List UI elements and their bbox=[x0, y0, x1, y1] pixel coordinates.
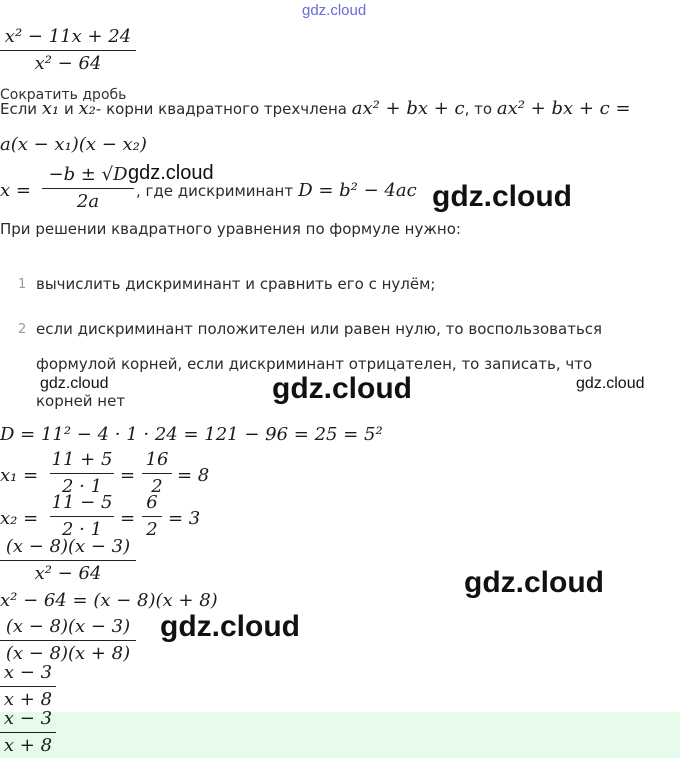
x2-denominator: 2 · 1 bbox=[61, 519, 103, 541]
frac3-numerator: x − 3 bbox=[3, 662, 53, 683]
frac1-denominator: x² − 64 bbox=[34, 563, 102, 585]
x1-numerator: 11 + 5 bbox=[51, 449, 113, 470]
list-number-2: 2 bbox=[18, 322, 27, 337]
difference-of-squares: x² − 64 = (x − 8)(x + 8) bbox=[0, 590, 218, 611]
frac2-numerator: (x − 8)(x − 3) bbox=[5, 616, 131, 637]
watermark-center: gdz.cloud bbox=[272, 372, 412, 405]
watermark-inline: gdz.cloud bbox=[128, 162, 214, 184]
x2-lhs: x₂ = bbox=[0, 508, 39, 529]
x1-equals: = bbox=[120, 465, 136, 486]
list-item-2-line1: если дискриминант положителен или равен нулю, то воспользоваться bbox=[36, 320, 603, 338]
x2-fraction bbox=[50, 492, 114, 541]
task-denominator: x² − 64 bbox=[34, 53, 102, 75]
task-fraction bbox=[0, 26, 136, 75]
x2-numerator: 11 − 5 bbox=[51, 492, 113, 513]
theory-and: и bbox=[64, 100, 74, 118]
x1-fraction bbox=[50, 449, 114, 498]
x2-numerator-2: 6 bbox=[146, 492, 158, 513]
list-item-2-line3: корней нет bbox=[36, 392, 126, 410]
watermark-small-left: gdz.cloud bbox=[40, 375, 109, 392]
discriminant-text: , где дискриминант bbox=[136, 182, 294, 200]
root-formula-lhs: x = bbox=[0, 180, 31, 201]
x1-result: = 8 bbox=[177, 465, 210, 486]
list-number-1: 1 bbox=[18, 277, 27, 292]
root-formula-denominator: 2a bbox=[76, 191, 100, 213]
x2-fraction-2 bbox=[142, 492, 162, 541]
x1-fraction-2 bbox=[142, 449, 172, 498]
answer-highlight bbox=[0, 712, 680, 758]
task-numerator: x² − 11x + 24 bbox=[4, 26, 132, 47]
theory-factor-line bbox=[0, 98, 631, 119]
fraction-bar bbox=[0, 50, 136, 51]
fraction-bar bbox=[0, 560, 136, 561]
fraction-factored-numerator bbox=[0, 536, 136, 585]
answer-denominator: x + 8 bbox=[3, 735, 53, 757]
list-item-2-line2: формулой корней, если дискриминант отрицателен, то записать, что bbox=[36, 355, 593, 373]
fraction-bar bbox=[142, 516, 162, 517]
theory-prefix: Если bbox=[0, 100, 38, 118]
x2-result: = 3 bbox=[168, 508, 201, 529]
fraction-bar bbox=[0, 686, 56, 687]
watermark-right: gdz.cloud bbox=[432, 180, 572, 213]
method-intro: При решении квадратного уравнения по формуле нужно: bbox=[0, 220, 461, 238]
fraction-bar bbox=[142, 473, 172, 474]
fraction-bar bbox=[0, 732, 56, 733]
fraction-reduced bbox=[0, 662, 56, 711]
theory-roots-text: - корни квадратного трехчлена bbox=[95, 100, 347, 118]
theory-trinomial-eq: ax² + bx + c = bbox=[496, 98, 631, 119]
x1-lhs: x₁ = bbox=[0, 465, 39, 486]
x2-equals: = bbox=[120, 508, 136, 529]
watermark-lower-left: gdz.cloud bbox=[160, 610, 300, 643]
watermark-top: gdz.cloud bbox=[302, 2, 367, 19]
fraction-bar bbox=[50, 473, 114, 474]
fraction-fully-factored bbox=[0, 616, 136, 665]
theory-then: , то bbox=[464, 100, 493, 118]
fraction-bar bbox=[50, 516, 114, 517]
x1-denominator: 2 · 1 bbox=[61, 476, 103, 498]
root-formula-numerator: −b ± √D bbox=[48, 164, 128, 185]
frac1-numerator: (x − 8)(x − 3) bbox=[5, 536, 131, 557]
theory-factored: a(x − x₁)(x − x₂) bbox=[0, 134, 147, 155]
discriminant-calculation: D = 11² − 4 · 1 · 24 = 121 − 96 = 25 = 5² bbox=[0, 424, 383, 445]
theory-x1: x₁ bbox=[41, 98, 60, 119]
frac2-denominator: (x − 8)(x + 8) bbox=[5, 643, 131, 665]
root-formula-fraction bbox=[42, 164, 134, 213]
x1-numerator-2: 16 bbox=[145, 449, 169, 470]
discriminant-formula: D = b² − 4ac bbox=[298, 180, 417, 201]
watermark-lower-right: gdz.cloud bbox=[464, 566, 604, 599]
theory-trinomial: ax² + bx + c bbox=[351, 98, 465, 119]
frac3-denominator: x + 8 bbox=[3, 689, 53, 711]
x2-denominator-2: 2 bbox=[146, 519, 158, 541]
fraction-bar bbox=[0, 640, 136, 641]
theory-x2: x₂ bbox=[78, 98, 96, 119]
fraction-bar bbox=[42, 188, 134, 189]
x1-denominator-2: 2 bbox=[151, 476, 163, 498]
answer-numerator: x − 3 bbox=[3, 708, 53, 729]
watermark-small-right: gdz.cloud bbox=[576, 375, 645, 392]
task-instruction: Сократить дробь bbox=[0, 87, 127, 103]
answer-fraction bbox=[0, 708, 56, 757]
list-item-1: вычислить дискриминант и сравнить его с нулём; bbox=[36, 275, 436, 293]
